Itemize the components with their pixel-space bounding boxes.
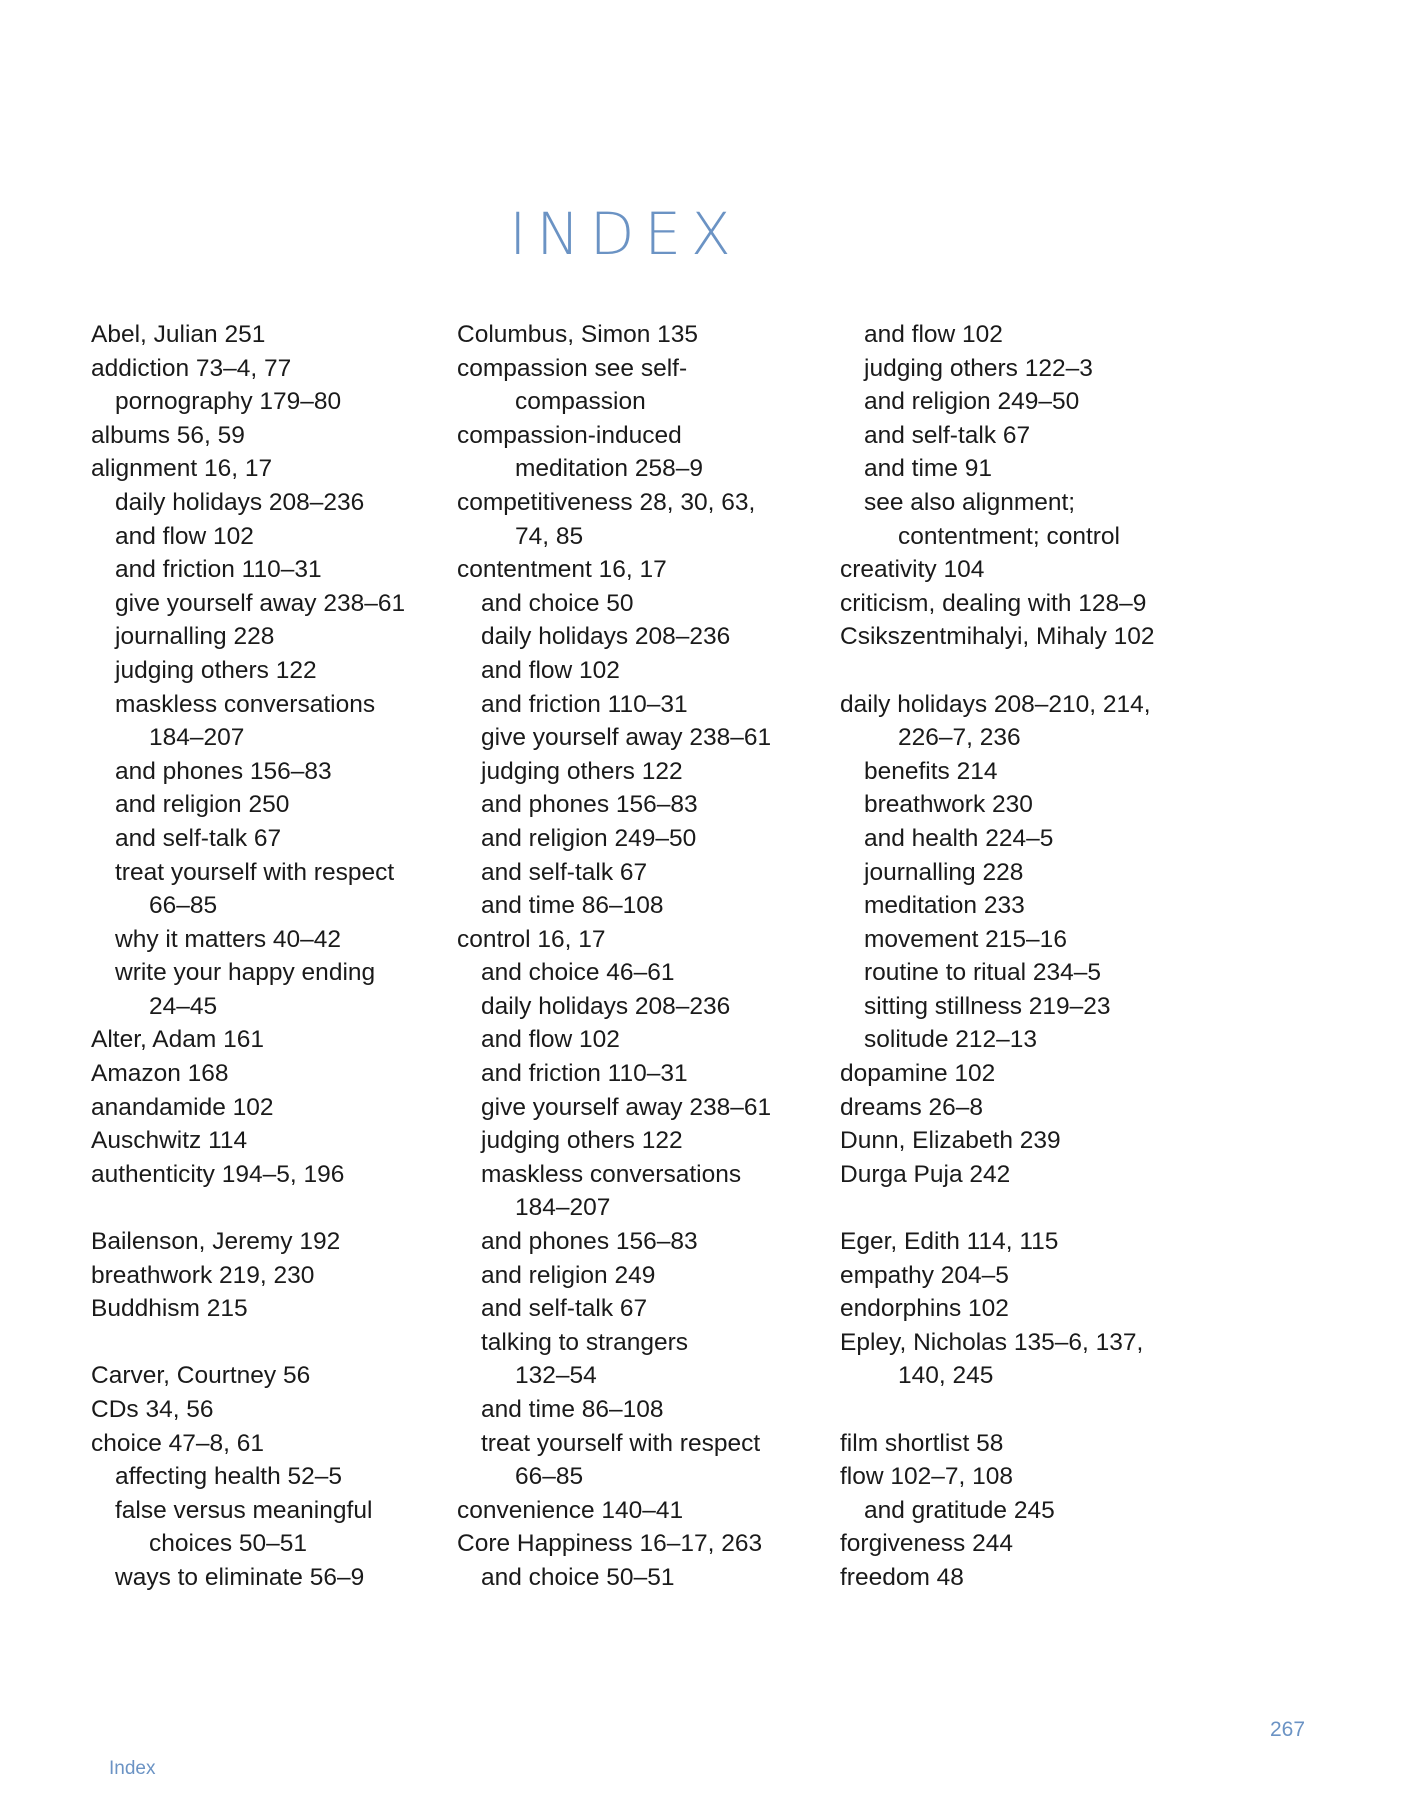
index-subentry: sitting stillness 219–23 (864, 992, 1111, 1020)
index-subentry: give yourself away 238–61 (115, 589, 406, 617)
index-subentry: judging others 122 (481, 757, 683, 785)
index-subentry: and self-talk 67 (864, 421, 1031, 449)
letter-group-gap (840, 654, 1240, 688)
index-subentry: and friction 110–31 (115, 556, 322, 584)
index-subentry: and phones 156–83 (115, 757, 332, 785)
index-entry: contentment 16, 17 (457, 556, 667, 584)
page-title: INDEX (509, 200, 741, 268)
index-entry: CDs 34, 56 (91, 1396, 214, 1423)
index-entry-continuation: contentment; control (898, 522, 1120, 550)
index-subentry: and religion 249–50 (481, 824, 697, 852)
index-subentry: see also alignment; (864, 488, 1076, 516)
index-subentry: affecting health 52–5 (115, 1463, 343, 1491)
index-entry: dopamine 102 (840, 1060, 996, 1088)
index-entry: Eger, Edith 114, 115 (840, 1228, 1059, 1256)
index-subentry: and gratitude 245 (864, 1496, 1055, 1524)
index-entry: Durga Puja 242 (840, 1160, 1011, 1188)
index-entry-continuation: 66–85 (149, 892, 218, 920)
index-subentry: give yourself away 238–61 (481, 1093, 772, 1121)
index-entry-continuation: 226–7, 236 (898, 724, 1021, 752)
index-entry: Amazon 168 (91, 1060, 229, 1088)
index-subentry: benefits 214 (864, 757, 998, 785)
index-subentry: solitude 212–13 (864, 1026, 1038, 1054)
index-entry: dreams 26–8 (840, 1093, 984, 1121)
index-subentry: judging others 122 (115, 656, 317, 684)
letter-group-gap (840, 1191, 1240, 1225)
index-subentry: journalling 228 (115, 623, 275, 651)
index-subentry: and flow 102 (481, 656, 620, 684)
index-subentry: write your happy ending (115, 959, 376, 987)
index-subentry: journalling 228 (864, 858, 1024, 886)
index-subentry: and phones 156–83 (481, 791, 698, 819)
index-entry: Abel, Julian 251 (91, 321, 266, 348)
index-subentry: talking to strangers (481, 1328, 688, 1356)
index-subentry: and self-talk 67 (481, 1295, 648, 1323)
index-subentry: and phones 156–83 (481, 1228, 698, 1256)
index-subentry: why it matters 40–42 (115, 925, 342, 953)
index-subentry: and friction 110–31 (481, 1060, 688, 1088)
index-subentry: and religion 249–50 (864, 388, 1080, 416)
index-entry: anandamide 102 (91, 1093, 274, 1121)
index-entry: control 16, 17 (457, 925, 606, 953)
index-entry: daily holidays 208–210, 214, (840, 690, 1151, 718)
index-subentry: and choice 50–51 (481, 1563, 675, 1591)
index-subentry: and flow 102 (481, 1026, 620, 1054)
index-entry-continuation: choices 50–51 (149, 1530, 308, 1558)
index-subentry: and religion 250 (115, 791, 290, 819)
index-entry: Carver, Courtney 56 (91, 1362, 311, 1390)
index-subentry: daily holidays 208–236 (115, 488, 365, 516)
index-subentry: and self-talk 67 (481, 858, 648, 886)
index-subentry: meditation 233 (864, 892, 1025, 920)
index-subentry: maskless conversations (115, 690, 376, 718)
index-subentry: and choice 46–61 (481, 959, 675, 987)
letter-group-gap (840, 1393, 1240, 1427)
index-subentry: pornography 179–80 (115, 388, 342, 416)
index-subentry: and time 86–108 (481, 892, 664, 920)
index-subentry: and health 224–5 (864, 824, 1054, 852)
index-subentry: ways to eliminate 56–9 (115, 1563, 365, 1591)
index-subentry: and self-talk 67 (115, 824, 282, 852)
index-entry-continuation: 24–45 (149, 992, 218, 1020)
index-entry: alignment 16, 17 (91, 455, 273, 483)
index-entry: creativity 104 (840, 556, 985, 584)
index-entry-continuation: compassion (515, 388, 646, 416)
index-subentry: and choice 50 (481, 589, 634, 617)
index-subentry: movement 215–16 (864, 925, 1067, 953)
index-subentry: and time 86–108 (481, 1396, 664, 1423)
index-entry: empathy 204–5 (840, 1261, 1009, 1289)
index-entry: choice 47–8, 61 (91, 1429, 264, 1457)
index-entry: compassion-induced (457, 421, 682, 449)
index-entry: Core Happiness 16–17, 263 (457, 1530, 763, 1558)
index-entry: competitiveness 28, 30, 63, (457, 488, 756, 516)
index-subentry: and flow 102 (864, 321, 1003, 348)
index-subentry: judging others 122–3 (864, 354, 1093, 382)
index-entry: Bailenson, Jeremy 192 (91, 1228, 341, 1256)
index-subentry: breathwork 230 (864, 791, 1033, 819)
index-column-3 (840, 318, 1240, 1595)
index-entry: film shortlist 58 (840, 1429, 1004, 1457)
index-entry: Alter, Adam 161 (91, 1026, 264, 1054)
index-subentry: judging others 122 (481, 1127, 683, 1155)
index-entry: Csikszentmihalyi, Mihaly 102 (840, 623, 1155, 651)
index-subentry: and flow 102 (115, 522, 254, 550)
index-subentry: treat yourself with respect (481, 1429, 761, 1457)
index-subentry: false versus meaningful (115, 1496, 373, 1524)
index-entry: Columbus, Simon 135 (457, 321, 699, 348)
index-subentry: and friction 110–31 (481, 690, 688, 718)
index-entry: authenticity 194–5, 196 (91, 1160, 345, 1188)
index-entry: Epley, Nicholas 135–6, 137, (840, 1328, 1144, 1356)
index-subentry: daily holidays 208–236 (481, 623, 731, 651)
index-subentry: and time 91 (864, 455, 993, 483)
index-entry: albums 56, 59 (91, 421, 245, 449)
index-subentry: give yourself away 238–61 (481, 724, 772, 752)
index-entry: Auschwitz 114 (91, 1127, 248, 1155)
index-subentry: routine to ritual 234–5 (864, 959, 1101, 987)
index-entry: breathwork 219, 230 (91, 1261, 315, 1289)
index-entry: criticism, dealing with 128–9 (840, 589, 1147, 617)
page-number: 267 (1270, 1718, 1306, 1741)
letter-group-gap (91, 1326, 491, 1360)
index-entry-continuation: 184–207 (515, 1194, 611, 1222)
index-subentry: maskless conversations (481, 1160, 742, 1188)
index-column-1 (91, 318, 491, 1595)
index-entry: freedom 48 (840, 1563, 964, 1591)
index-entry: addiction 73–4, 77 (91, 354, 292, 382)
index-entry-continuation: meditation 258–9 (515, 455, 703, 483)
index-subentry: treat yourself with respect (115, 858, 395, 886)
index-entry: flow 102–7, 108 (840, 1463, 1013, 1491)
index-entry: compassion see self- (457, 354, 688, 382)
index-entry: forgiveness 244 (840, 1530, 1013, 1558)
index-subentry: and religion 249 (481, 1261, 656, 1289)
index-entry: convenience 140–41 (457, 1496, 684, 1524)
index-entry: endorphins 102 (840, 1295, 1009, 1323)
index-entry-continuation: 66–85 (515, 1463, 584, 1491)
index-entry-continuation: 184–207 (149, 724, 245, 752)
running-footer: Index (109, 1758, 156, 1779)
index-column-2 (457, 318, 857, 1595)
index-subentry: daily holidays 208–236 (481, 992, 731, 1020)
index-entry: Dunn, Elizabeth 239 (840, 1127, 1061, 1155)
index-entry-continuation: 140, 245 (898, 1362, 994, 1390)
index-entry-continuation: 132–54 (515, 1362, 597, 1390)
index-entry: Buddhism 215 (91, 1295, 248, 1323)
letter-group-gap (91, 1191, 491, 1225)
index-entry-continuation: 74, 85 (515, 522, 584, 550)
